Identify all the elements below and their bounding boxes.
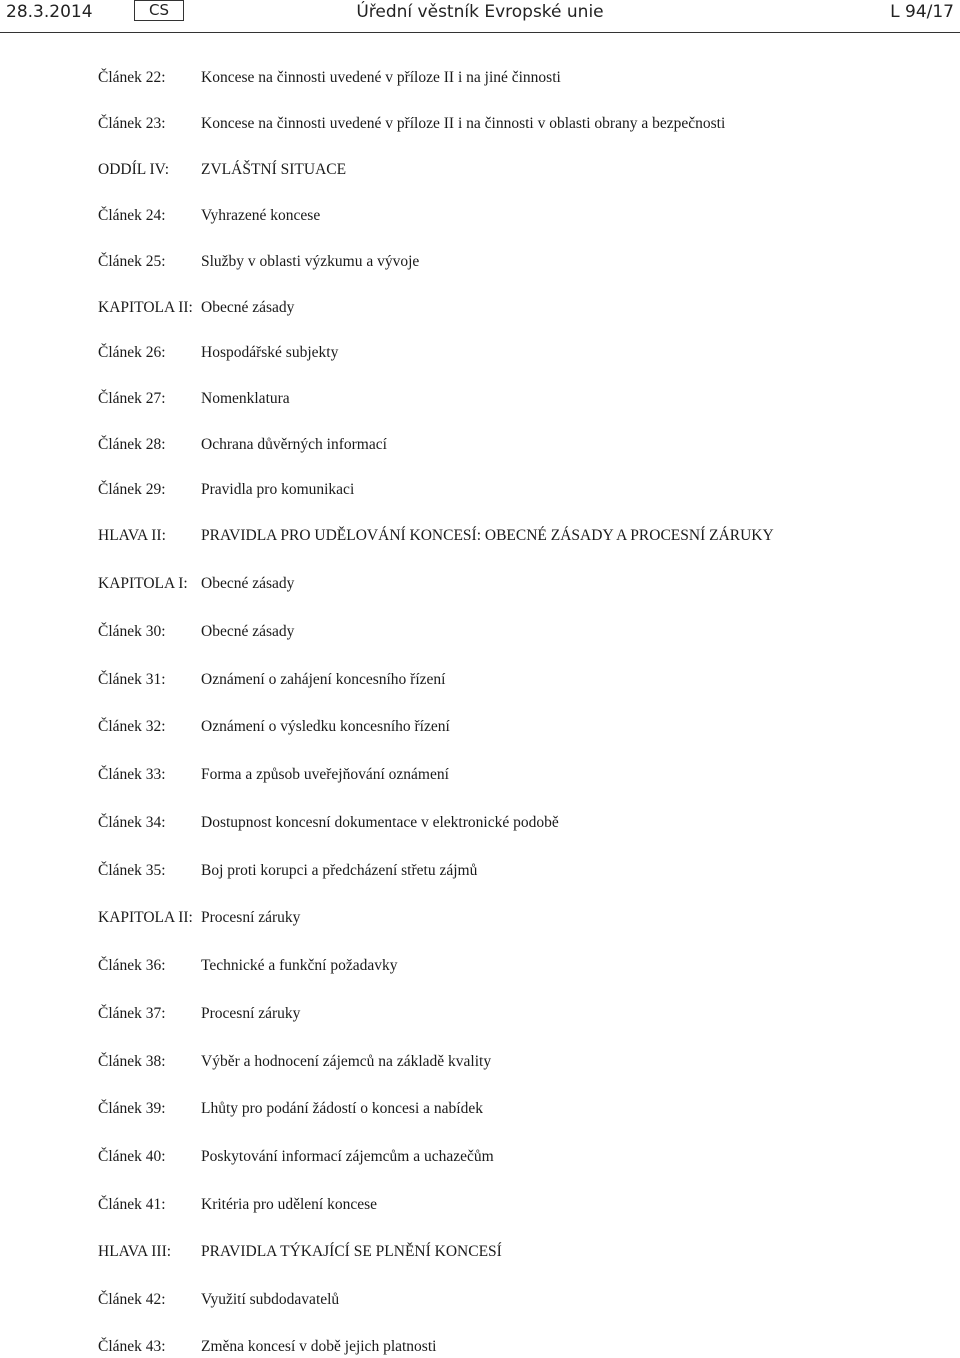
toc-entry: [0, 764, 960, 786]
toc-entry: [0, 716, 960, 738]
toc-title: Výběr a hodnocení zájemců na základě kvality: [201, 1053, 492, 1070]
toc-entry: [0, 1336, 960, 1358]
toc-label: Článek 32:: [98, 718, 166, 735]
toc-title: Pravidla pro komunikaci: [201, 481, 355, 498]
toc-title: Koncese na činnosti uvedené v příloze II i na činnosti v oblasti obrany a bezpečnosti: [201, 115, 726, 132]
toc-label: Článek 37:: [98, 1005, 166, 1022]
toc-label: Článek 42:: [98, 1291, 166, 1308]
toc-title: Obecné zásady: [201, 575, 295, 592]
toc-title: Oznámení o zahájení koncesního řízení: [201, 671, 446, 688]
publication-date: 28.3.2014: [6, 2, 93, 22]
toc-title: Koncese na činnosti uvedené v příloze II i na jiné činnosti: [201, 69, 561, 86]
toc-title: Hospodářské subjekty: [201, 344, 339, 361]
toc-entry: [0, 1289, 960, 1311]
toc-label: Článek 22:: [98, 69, 166, 86]
toc-label: Článek 24:: [98, 207, 166, 224]
toc-title: Nomenklatura: [201, 390, 290, 407]
toc-label: Článek 27:: [98, 390, 166, 407]
toc-label: KAPITOLA II:: [98, 299, 193, 316]
toc-label: Článek 25:: [98, 253, 166, 270]
toc-entry: [0, 159, 960, 181]
toc-label: Článek 43:: [98, 1338, 166, 1355]
journal-header: [0, 0, 960, 33]
toc-entry: [0, 1098, 960, 1120]
toc-entry: [0, 1003, 960, 1025]
toc-label: Článek 40:: [98, 1148, 166, 1165]
toc-entry: [0, 955, 960, 977]
toc-label: Článek 34:: [98, 814, 166, 831]
toc-label: ODDÍL IV:: [98, 161, 170, 178]
toc-title: Lhůty pro podání žádostí o koncesi a nabídek: [201, 1100, 483, 1117]
toc-entry: [0, 388, 960, 410]
toc-title: Oznámení o výsledku koncesního řízení: [201, 718, 450, 735]
toc-label: Článek 41:: [98, 1196, 166, 1213]
toc-title: Poskytování informací zájemcům a uchazečům: [201, 1148, 494, 1165]
toc-label: Článek 38:: [98, 1053, 166, 1070]
toc-entry: [0, 1146, 960, 1168]
toc-title: Obecné zásady: [201, 299, 295, 316]
toc-entry: [0, 251, 960, 273]
toc-title: Služby v oblasti výzkumu a vývoje: [201, 253, 420, 270]
toc-label: Článek 30:: [98, 623, 166, 640]
language-badge: CS: [134, 0, 184, 21]
toc-entry: [0, 907, 960, 929]
toc-title: Kritéria pro udělení koncese: [201, 1196, 378, 1213]
toc-title: PRAVIDLA TÝKAJÍCÍ SE PLNĚNÍ KONCESÍ: [201, 1243, 502, 1260]
toc-title: Procesní záruky: [201, 1005, 301, 1022]
toc-label: KAPITOLA II:: [98, 909, 193, 926]
toc-title: Boj proti korupci a předcházení střetu zájmů: [201, 862, 478, 879]
toc-title: Technické a funkční požadavky: [201, 957, 398, 974]
toc-title: Obecné zásady: [201, 623, 295, 640]
toc-entry: [0, 297, 960, 319]
journal-title: Úřední věstník Evropské unie: [356, 2, 604, 22]
toc-label: Článek 23:: [98, 115, 166, 132]
toc-title: Vyhrazené koncese: [201, 207, 321, 224]
toc-entry: [0, 812, 960, 834]
toc-label: Článek 29:: [98, 481, 166, 498]
toc-label: HLAVA II:: [98, 527, 166, 544]
toc-entry: [0, 434, 960, 456]
toc-entry: [0, 525, 960, 547]
toc-entry: [0, 573, 960, 595]
page-reference: L 94/17: [890, 2, 954, 22]
toc-label: Článek 28:: [98, 436, 166, 453]
toc-title: Dostupnost koncesní dokumentace v elektronické podobě: [201, 814, 559, 831]
toc-label: Článek 35:: [98, 862, 166, 879]
toc-label: Článek 33:: [98, 766, 166, 783]
toc-entry: [0, 669, 960, 691]
toc-title: ZVLÁŠTNÍ SITUACE: [201, 161, 347, 178]
toc-label: KAPITOLA I:: [98, 575, 188, 592]
toc-entry: [0, 113, 960, 135]
toc-title: Forma a způsob uveřejňování oznámení: [201, 766, 449, 783]
toc-label: Článek 36:: [98, 957, 166, 974]
toc-label: Článek 31:: [98, 671, 166, 688]
toc-title: PRAVIDLA PRO UDĚLOVÁNÍ KONCESÍ: OBECNÉ ZÁSADY A PROCESNÍ ZÁRUKY: [201, 527, 774, 544]
toc-entry: [0, 860, 960, 882]
toc-label: Článek 26:: [98, 344, 166, 361]
toc-title: Změna koncesí v době jejich platnosti: [201, 1338, 437, 1355]
toc-entry: [0, 479, 960, 501]
toc-entry: [0, 621, 960, 643]
toc-title: Procesní záruky: [201, 909, 301, 926]
toc-entry: [0, 205, 960, 227]
toc-label: Článek 39:: [98, 1100, 166, 1117]
toc-entry: [0, 1241, 960, 1263]
toc-entry: [0, 1051, 960, 1073]
toc-entry: [0, 1194, 960, 1216]
toc-title: Ochrana důvěrných informací: [201, 436, 387, 453]
toc-title: Využití subdodavatelů: [201, 1291, 340, 1308]
toc-label: HLAVA III:: [98, 1243, 172, 1260]
toc-entry: [0, 342, 960, 364]
toc-entry: [0, 67, 960, 89]
